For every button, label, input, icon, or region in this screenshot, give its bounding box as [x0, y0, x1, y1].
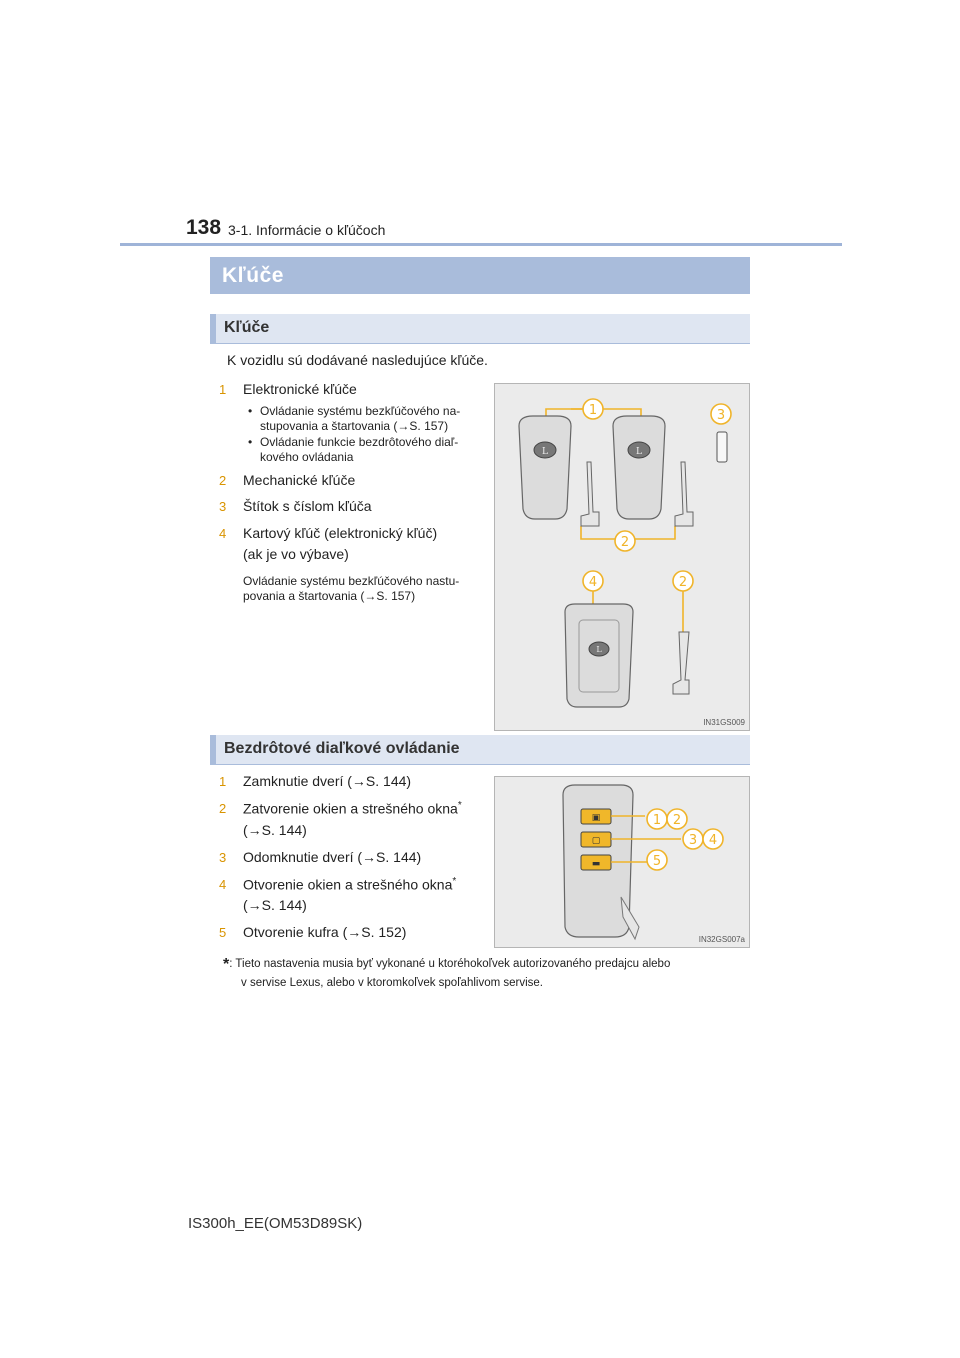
bullet-item — [248, 404, 493, 434]
list-item-label: Zatvorenie okien a strešného okna — [243, 800, 458, 817]
callout-label: 2 — [620, 535, 630, 550]
intro-text: K vozidlu sú dodávané nasledujúce kľúče. — [227, 352, 488, 368]
key-tag-icon — [717, 432, 727, 462]
footnote-marker: * — [452, 876, 457, 887]
callout-label: 5 — [652, 854, 662, 869]
footnote-line — [223, 955, 753, 974]
keys-figure — [494, 383, 750, 731]
svg-text:L: L — [596, 645, 602, 654]
callout-label: 2 — [678, 575, 688, 590]
list-item: Zamknutie dverí (→S. 144) — [243, 773, 412, 789]
bullet-line: Ovládanie funkcie bezdrôtového diaľ- — [260, 435, 459, 449]
item-number: 3 — [219, 850, 227, 865]
item-number: 4 — [219, 526, 227, 541]
card-key-note — [243, 574, 493, 604]
bullet-dot-icon: • — [248, 404, 253, 418]
section2-heading: Bezdrôtové diaľkové ovládanie — [224, 740, 460, 757]
bullet-dot-icon: • — [248, 435, 253, 449]
bullet-line: stupovania a štartovania (→S. 157) — [260, 419, 449, 433]
svg-text:L: L — [636, 447, 642, 457]
bullet-line: kového ovládania — [260, 450, 354, 464]
svg-text:▣: ▣ — [591, 813, 601, 823]
callout-label: 1 — [652, 813, 662, 828]
figure-code: IN32GS007a — [698, 935, 745, 944]
card-key-icon — [565, 604, 633, 707]
card-mechanical-key-icon — [673, 632, 689, 694]
list-item-continuation: (ak je vo výbave) — [243, 546, 349, 562]
section2-heading-band — [210, 735, 750, 765]
bullet-line: Ovládanie systému bezkľúčového na- — [260, 404, 461, 418]
smart-key-left-icon — [519, 416, 599, 526]
bullet-item — [248, 435, 493, 465]
note-line: Ovládanie systému bezkľúčového nastu- — [243, 574, 460, 588]
page-number: 138 — [186, 216, 222, 239]
list-item: Elektronické kľúče — [243, 381, 357, 397]
section1-heading: Kľúče — [224, 319, 270, 336]
footer-model-code: IS300h_EE(OM53D89SK) — [188, 1215, 363, 1232]
svg-text:▬: ▬ — [591, 859, 601, 869]
remote-figure — [494, 776, 750, 948]
header-divider — [120, 243, 842, 246]
list-item: Otvorenie kufra (→S. 152) — [243, 924, 407, 940]
callout-label: 1 — [588, 403, 598, 418]
item-number: 2 — [219, 801, 227, 816]
callout-label: 4 — [708, 833, 718, 848]
note-line: povania a štartovania (→S. 157) — [243, 589, 416, 603]
remote-illustration — [495, 777, 751, 949]
smart-key-right-icon — [613, 416, 693, 526]
keys-illustration — [495, 384, 751, 732]
list-item: Štítok s číslom kľúča — [243, 498, 372, 514]
list-item: Mechanické kľúče — [243, 472, 356, 488]
section1-heading-band — [210, 314, 750, 344]
figure-code: IN31GS009 — [703, 718, 745, 727]
list-item: Kartový kľúč (elektronický kľúč) — [243, 525, 438, 541]
item-number: 5 — [219, 925, 227, 940]
item-number: 1 — [219, 382, 227, 397]
list-item — [243, 800, 462, 817]
footnote-star: * — [223, 956, 230, 973]
list-item-continuation: (→S. 144) — [243, 822, 307, 838]
callout-label: 3 — [688, 833, 698, 848]
list-item-continuation: (→S. 144) — [243, 897, 307, 913]
callout-label: 4 — [588, 575, 598, 590]
footnote-line: v servise Lexus, alebo v ktoromkoľvek spoľahlivom servise. — [241, 977, 543, 989]
item-number: 3 — [219, 499, 227, 514]
footnote — [223, 955, 753, 993]
section-title: 3-1. Informácie o kľúčoch — [228, 222, 386, 238]
footnote-marker: * — [457, 800, 462, 811]
item-number: 4 — [219, 877, 227, 892]
callout-label: 3 — [716, 408, 726, 423]
list-item-label: Otvorenie okien a strešného okna — [243, 876, 453, 893]
footnote-text: : Tieto nastavenia musia byť vykonané u ktoréhokoľvek autorizovaného predajcu alebo — [229, 958, 671, 970]
svg-text:L: L — [542, 447, 548, 457]
item-number: 1 — [219, 774, 227, 789]
main-heading: Kľúče — [222, 264, 284, 287]
main-heading-band — [210, 257, 750, 294]
list-item: Odomknutie dverí (→S. 144) — [243, 849, 422, 865]
list-item — [243, 876, 456, 893]
callout-label: 2 — [672, 813, 682, 828]
item-number: 2 — [219, 473, 227, 488]
svg-text:▢: ▢ — [591, 836, 601, 846]
